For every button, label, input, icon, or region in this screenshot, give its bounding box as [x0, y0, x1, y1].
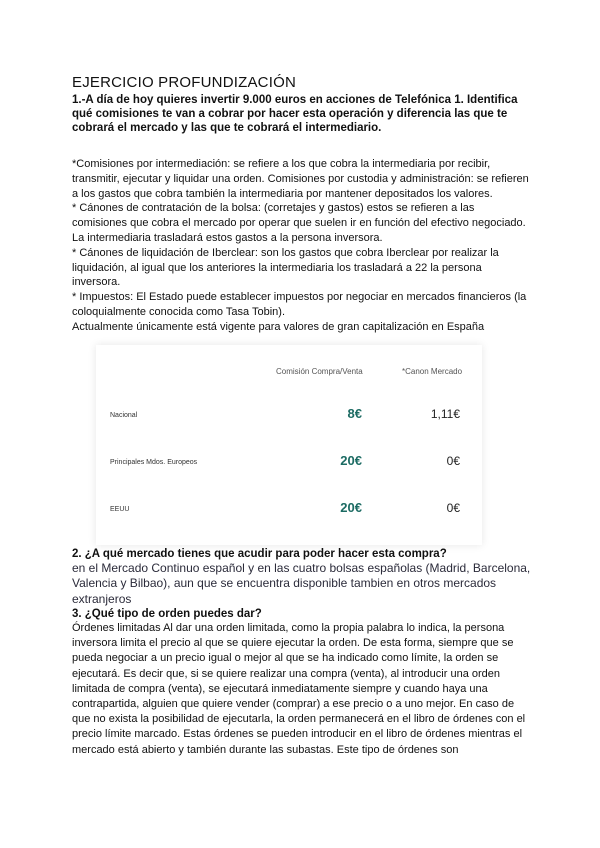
- row-canon-eeuu: 0€: [446, 500, 460, 515]
- question-3: 3. ¿Qué tipo de orden puedes dar?: [72, 608, 262, 621]
- question-2: 2. ¿A qué mercado tienes que acudir para poder hacer esta compra?: [72, 547, 447, 560]
- row-commission-nacional: 8€: [347, 405, 362, 421]
- paragraph-intermediation: *Comisiones por intermediación: se refiere a los que cobra la intermediaria por recibir, transmitir, ejecutar y liquidar una orden. Comisiones por custodia y administración: se refieren a los gastos que cobra también la intermediaria por mantener depositados los valores.: [72, 158, 529, 200]
- row-canon-nacional: 1,11€: [430, 406, 460, 421]
- answer-2: en el Mercado Continuo español y en las cuatro bolsas españolas (Madrid, Barcelona, Valencia y Bilbao), aun que se encuentra disponible tambien en otros mercados extranjeros: [72, 560, 531, 606]
- document-page: [72, 74, 532, 758]
- row-label-nacional: Nacional: [110, 411, 138, 419]
- row-label-eeuu: EEUU: [110, 505, 130, 513]
- row-commission-europeos: 20€: [340, 452, 362, 468]
- row-label-europeos: Principales Mdos. Europeos: [110, 458, 198, 466]
- question-1: 1.-A día de hoy quieres invertir 9.000 euros en acciones de Telefónica 1. Identifica qué comisiones te van a cobrar por hacer esta operación y diferencia las que te cobrará el mercado y las que te cobrará el intermediario.: [72, 94, 518, 134]
- paragraph-contratacion: * Cánones de contratación de la bolsa: (corretajes y gastos) estos se refieren a las comisiones que cobra el mercado por operar que suelen ir en función del efectivo negociado. La intermediaria trasladará estos gastos a la persona inversora.: [72, 202, 526, 244]
- header-commission: Comisión Compra/Venta: [276, 366, 363, 376]
- answer-3: Órdenes limitadas Al dar una orden limitada, como la propia palabra lo indica, la persona inversora limita el precio al que se quiere ejecutar la orden. De esta forma, siempre que se pueda negociar a un precio igual o mejor al que se ha indicado como límite, la orden se ejecutará. Es decir que, si se quiere realizar una compra (venta), al introducir una orden limitada de compra (venta), se ejecutará inmediatamente siempre y cuando haya una contrapartida, alguien que quiere vender (comprar) a ese precio o a uno mejor. En caso de que no exista la posibilidad de ejecutarla, la orden permanecerá en el libro de órdenes con el precio límite marcado. Estas órdenes se pueden introducir en el libro de órdenes mientras el mercado está abierto y también durante las subastas. Este tipo de órdenes son: [72, 622, 526, 756]
- paragraph-iberclear: * Cánones de liquidación de Iberclear: son los gastos que cobra Iberclear por realizar la liquidación, al igual que los anteriores la intermediaria los trasladará a 22 la persona inversora.: [72, 246, 499, 289]
- row-commission-eeuu: 20€: [340, 499, 362, 515]
- paragraph-vigente: Actualmente únicamente está vigente para valores de gran capitalización en España: [72, 320, 485, 333]
- header-canon: *Canon Mercado: [402, 366, 463, 376]
- row-canon-europeos: 0€: [446, 453, 460, 468]
- fees-table: [96, 345, 482, 545]
- document-title: EJERCICIO PROFUNDIZACIÓN: [72, 74, 296, 91]
- paragraph-impuestos: * Impuestos: El Estado puede establecer impuestos por negociar en mercados financieros (la coloquialmente conocida como Tasa Tobin).: [72, 291, 527, 318]
